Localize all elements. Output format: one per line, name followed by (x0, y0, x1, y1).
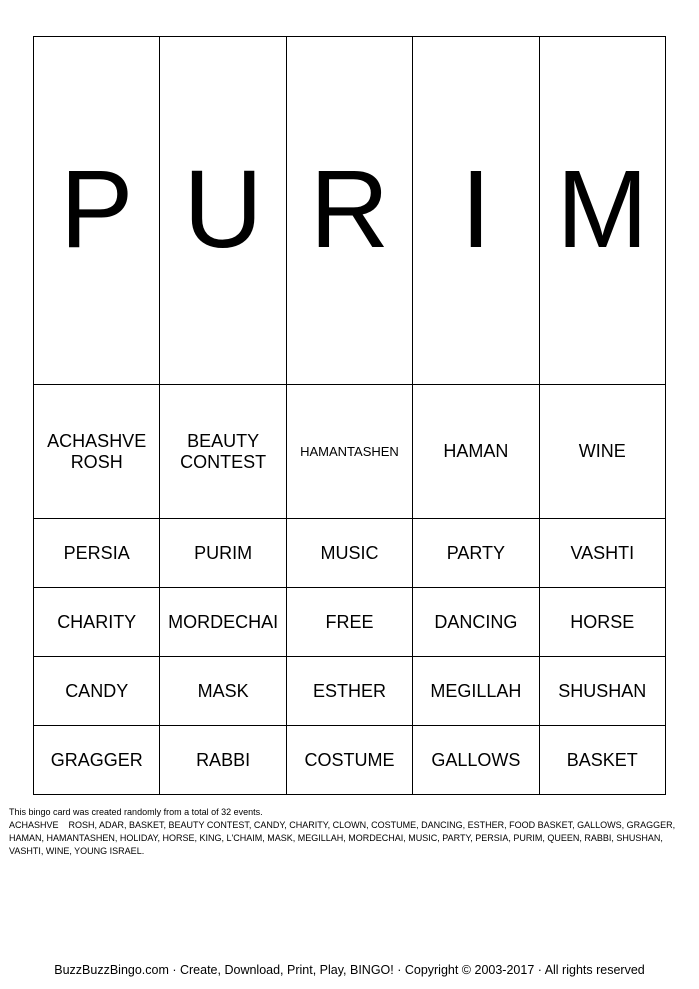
card-cell: BASKET (539, 726, 665, 795)
info-event-list: ACHASHVE ROSH, ADAR, BASKET, BEAUTY CONTEST, CANDY, CHARITY, CLOWN, COSTUME, DANCING, ESTHER, FOOD BASKET, GALLOWS, GRAGGER, HAMAN, HAMANTASHEN, HOLIDAY, HORSE, KING, L'CHAIM, MASK, MEGILLAH, MORDECHAI, MUSIC, PARTY, PERSIA, PURIM, QUEEN, RABBI, SHUSHAN, VASHTI, WINE, YOUNG ISRAEL. (9, 820, 678, 856)
header-letter: R (286, 37, 412, 385)
card-cell: GRAGGER (34, 726, 160, 795)
card-cell: SHUSHAN (539, 657, 665, 726)
card-cell: HORSE (539, 588, 665, 657)
card-cell: ESTHER (286, 657, 412, 726)
card-cell: COSTUME (286, 726, 412, 795)
card-info (9, 806, 692, 858)
card-row (34, 519, 666, 588)
card-cell: PERSIA (34, 519, 160, 588)
card-cell: MORDECHAI (160, 588, 286, 657)
free-cell: FREE (286, 588, 412, 657)
header-letter: U (160, 37, 286, 385)
card-cell: GALLOWS (413, 726, 539, 795)
card-cell: BEAUTY CONTEST (160, 384, 286, 519)
card-row (34, 657, 666, 726)
bingo-card (33, 36, 666, 795)
card-cell: MASK (160, 657, 286, 726)
header-letter: P (34, 37, 160, 385)
card-cell: MUSIC (286, 519, 412, 588)
card-cell: PURIM (160, 519, 286, 588)
card-row (34, 384, 666, 519)
info-summary: This bingo card was created randomly from a total of 32 events. (9, 807, 263, 817)
header-row (34, 37, 666, 385)
card-cell: VASHTI (539, 519, 665, 588)
card-cell: PARTY (413, 519, 539, 588)
card-row (34, 588, 666, 657)
card-cell: HAMAN (413, 384, 539, 519)
card-cell: RABBI (160, 726, 286, 795)
card-cell: CHARITY (34, 588, 160, 657)
card-cell: WINE (539, 384, 665, 519)
footer-copyright: BuzzBuzzBingo.com · Create, Download, Print, Play, BINGO! · Copyright © 2003-2017 · All rights reserved (54, 963, 645, 977)
header-letter: M (539, 37, 665, 385)
card-cell: CANDY (34, 657, 160, 726)
card-cell: ACHASHVE ROSH (34, 384, 160, 519)
card-row (34, 726, 666, 795)
header-letter: I (413, 37, 539, 385)
card-cell: MEGILLAH (413, 657, 539, 726)
card-cell: DANCING (413, 588, 539, 657)
card-cell: HAMANTASHEN (286, 384, 412, 519)
